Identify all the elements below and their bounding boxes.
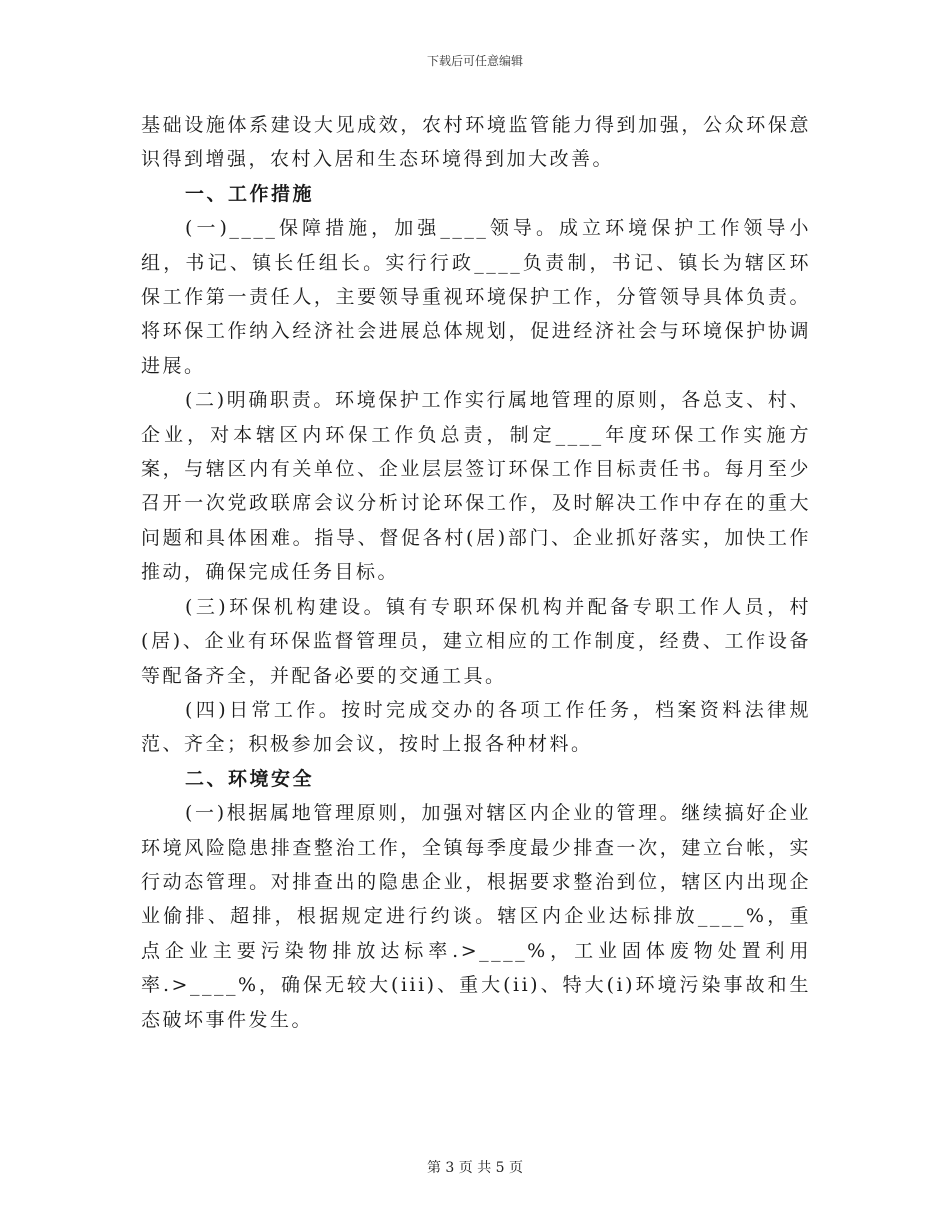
document-body — [141, 108, 811, 1037]
paragraph-clear-responsibilities: (二)明确职责。环境保护工作实行属地管理的原则，各总支、村、企业，对本辖区内环保工作负总责，制定____年度环保工作实施方案，与辖区内有关单位、企业层层签订环保工作目标责任书。每月至少召开一次党政联席会议分析讨论环保工作，及时解决工作中存在的重大问题和具体困难。指导、督促各村(居)部门、企业抓好落实，加快工作推动，确保完成任务目标。 — [141, 389, 811, 584]
page-header: 下载后可任意编辑 — [426, 54, 523, 68]
paragraph-safeguard-measures: (一)____保障措施，加强____领导。成立环境保护工作领导小组，书记、镇长任组长。实行行政____负责制，书记、镇长为辖区环保工作第一责任人，主要领导重视环境保护工作，分管领导具体负责。将环保工作纳入经济社会进展总体规划，促进经济社会与环境保护协调进展。 — [141, 217, 811, 377]
section-heading-work-measures: 一、工作措施 — [185, 182, 315, 205]
page-footer: 第 3 页 共 5 页 — [426, 1160, 524, 1176]
paragraph-institution-building: (三)环保机构建设。镇有专职环保机构并配备专职工作人员，村(居)、企业有环保监督管理员，建立相应的工作制度，经费、工作设备等配备齐全，并配备必要的交通工具。 — [141, 595, 811, 687]
paragraph-continued: 基础设施体系建设大见成效，农村环境监管能力得到加强，公众环保意识得到增强，农村入居和生态环境得到加大改善。 — [141, 114, 811, 171]
paragraph-territorial-management: (一)根据属地管理原则，加强对辖区内企业的管理。继续搞好企业环境风险隐患排查整治工作，全镇每季度最少排查一次，建立台帐，实行动态管理。对排查出的隐患企业，根据要求整治到位，辖区内出现企业偷排、超排，根据规定进行约谈。辖区内企业达标排放____%，重点企业主要污染物排放达标率.>____%，工业固体废物处置利用率.>____%，确保无较大(iii)、重大(ii)、特大(i)环境污染事故和生态破坏事件发生。 — [141, 802, 811, 1031]
paragraph-daily-work: (四)日常工作。按时完成交办的各项工作任务，档案资料法律规范、齐全；积极参加会议，按时上报各种材料。 — [141, 698, 811, 756]
section-heading-environmental-safety: 二、环境安全 — [185, 767, 315, 790]
